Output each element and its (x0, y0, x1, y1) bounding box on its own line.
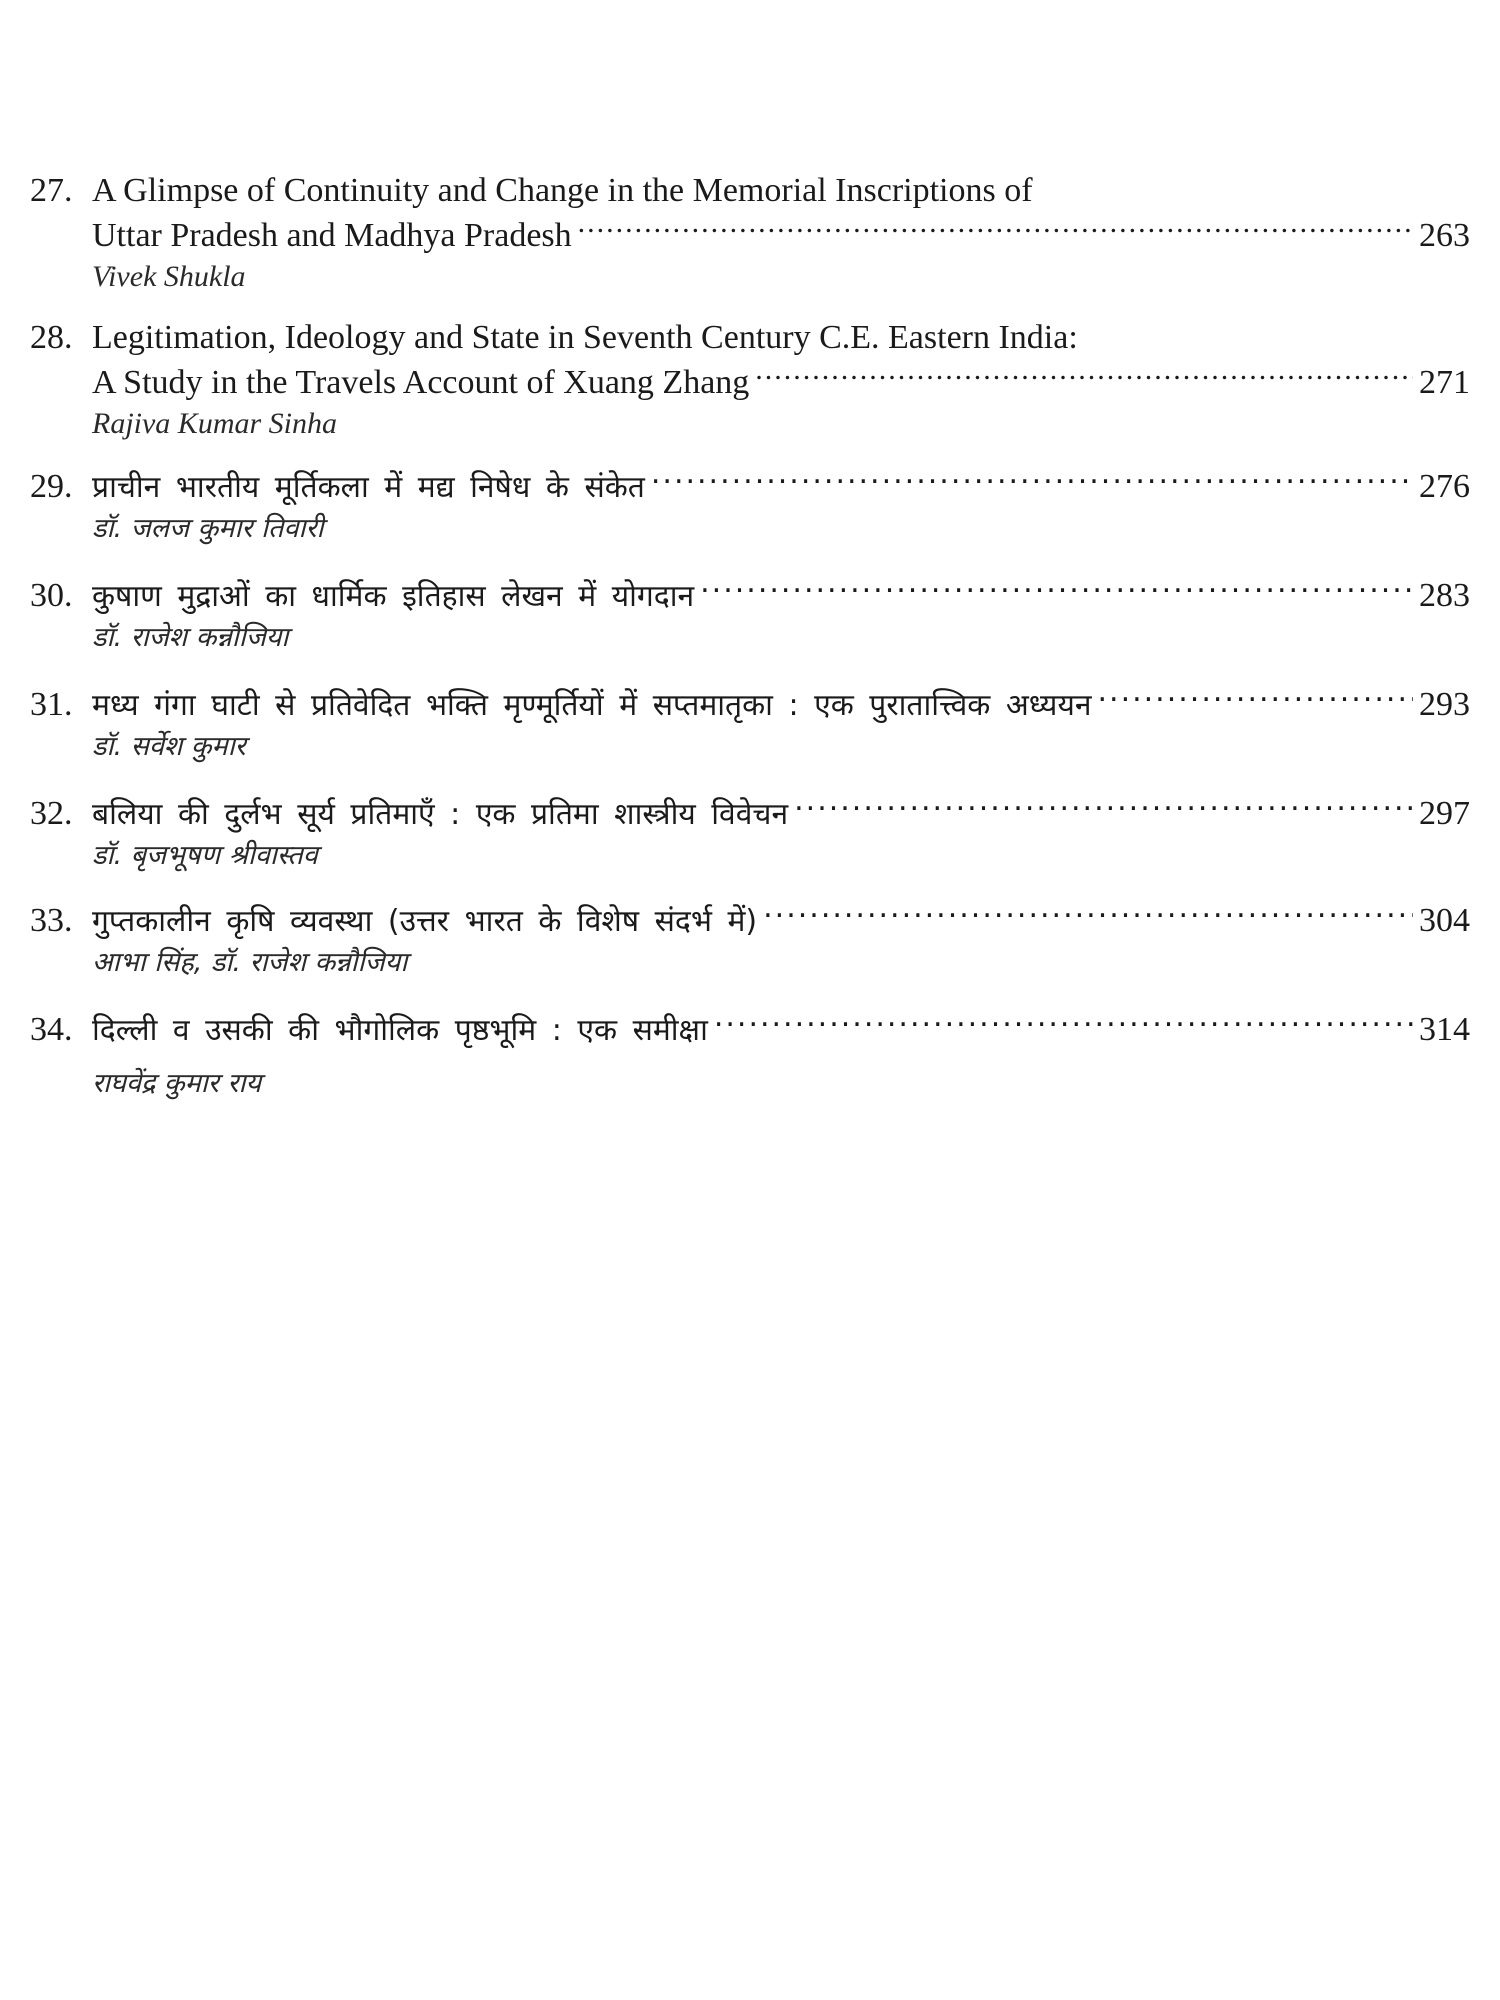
entry-title-continued: Uttar Pradesh and Madhya Pradesh (92, 217, 572, 254)
toc-entry-line (30, 359, 1470, 404)
entry-number: 27. (30, 172, 73, 209)
dot-leader (1098, 685, 1414, 715)
entry-title: बलिया की दुर्लभ सूर्य प्रतिमाएँ : एक प्रतिमा शास्त्रीय विवेचन (92, 797, 789, 832)
entry-author: Vivek Shukla (92, 260, 246, 293)
page-number: 271 (1419, 364, 1470, 401)
page-number: 283 (1419, 577, 1470, 614)
toc-entry-29[interactable] (30, 466, 1470, 549)
entry-author: डॉ. राजेश कन्नौजिया (92, 622, 289, 653)
page-number: 293 (1419, 686, 1470, 723)
toc-entry-line (30, 684, 1470, 727)
toc-entry-34[interactable] (30, 1009, 1470, 1104)
entry-number: 31. (30, 686, 73, 723)
toc-entry-line (30, 317, 1470, 359)
dot-leader (651, 467, 1413, 497)
entry-author: आभा सिंह, डॉ. राजेश कन्नौजिया (92, 947, 408, 978)
page-number: 297 (1419, 795, 1470, 832)
dot-leader (794, 794, 1413, 824)
page-number: 276 (1419, 468, 1470, 505)
entry-author: डॉ. बृजभूषण श्रीवास्तव (92, 840, 318, 871)
toc-entry-line (30, 466, 1470, 509)
toc-entry-line (30, 170, 1470, 212)
toc-entry-line (30, 1009, 1470, 1052)
dot-leader (763, 901, 1413, 931)
entry-number: 30. (30, 577, 73, 614)
entry-number: 28. (30, 319, 73, 356)
dot-leader (578, 212, 1413, 246)
entry-author: राघवेंद्र कुमार राय (92, 1068, 262, 1099)
table-of-contents (30, 170, 1470, 1104)
entry-title-continued: A Study in the Travels Account of Xuang Zhang (92, 364, 750, 401)
toc-entry-31[interactable] (30, 684, 1470, 767)
entry-title: Legitimation, Ideology and State in Seventh Century C.E. Eastern India: (92, 319, 1078, 356)
toc-entry-line (30, 793, 1470, 836)
entry-number: 34. (30, 1011, 73, 1048)
entry-title: A Glimpse of Continuity and Change in the Memorial Inscriptions of (92, 172, 1033, 209)
entry-title: प्राचीन भारतीय मूर्तिकला में मद्य निषेध के संकेत (92, 470, 645, 505)
entry-number: 29. (30, 468, 73, 505)
entry-author: Rajiva Kumar Sinha (92, 407, 337, 440)
toc-entry-line (30, 900, 1470, 943)
entry-number: 33. (30, 902, 73, 939)
entry-title: गुप्तकालीन कृषि व्यवस्था (उत्तर भारत के विशेष संदर्भ में) (92, 904, 758, 939)
dot-leader (700, 576, 1413, 606)
toc-entry-line (30, 575, 1470, 618)
toc-entry-32[interactable] (30, 793, 1470, 876)
entry-author: डॉ. सर्वेश कुमार (92, 731, 246, 762)
entry-title: कुषाण मुद्राओं का धार्मिक इतिहास लेखन में योगदान (92, 579, 695, 614)
entry-title: दिल्ली व उसकी की भौगोलिक पृष्ठभूमि : एक समीक्षा (92, 1013, 708, 1048)
toc-entry-30[interactable] (30, 575, 1470, 658)
entry-title: मध्य गंगा घाटी से प्रतिवेदित भक्ति मृण्मूर्तियों में सप्तमातृका : एक पुरातात्त्विक अध्ययन (92, 688, 1092, 723)
toc-entry-33[interactable] (30, 900, 1470, 983)
dot-leader (755, 359, 1413, 393)
entry-number: 32. (30, 795, 73, 832)
toc-entry-27[interactable] (30, 170, 1470, 297)
dot-leader (714, 1010, 1413, 1040)
page-number: 263 (1419, 217, 1470, 254)
page-number: 304 (1419, 902, 1470, 939)
entry-author: डॉ. जलज कुमार तिवारी (92, 513, 324, 544)
page-number: 314 (1419, 1011, 1470, 1048)
toc-entry-line (30, 212, 1470, 257)
toc-entry-28[interactable] (30, 317, 1470, 444)
